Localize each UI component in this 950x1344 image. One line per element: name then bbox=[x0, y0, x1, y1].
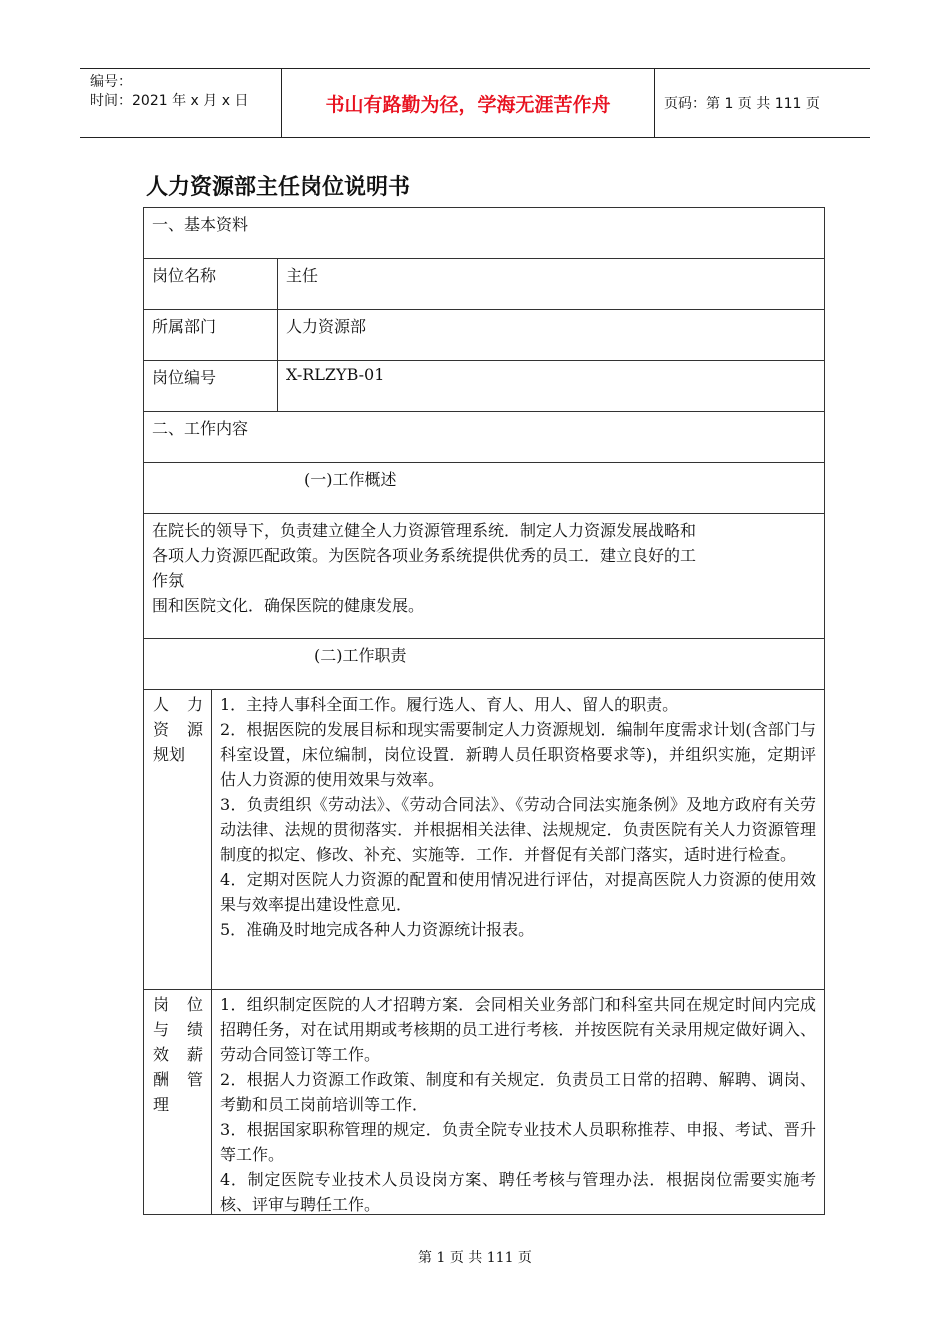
section-work-content: 二、工作内容 bbox=[144, 412, 824, 463]
duty-item: 3．根据国家职称管理的规定．负责全院专业技术人员职称推荐、申报、考试、晋升等工作。 bbox=[220, 1120, 816, 1164]
duty-item: 1．主持人事科全面工作。履行选人、育人、用人、留人的职责。 bbox=[220, 695, 679, 714]
table-row bbox=[144, 361, 824, 412]
duty-group-label: 人 力 资 源 规划 bbox=[144, 690, 212, 989]
duty-item: 1．组织制定医院的人才招聘方案．会同相关业务部门和科室共同在规定时间内完成招聘任务，对在试用期或考核期的员工进行考核．并按医院有关录用规定做好调入、劳动合同签订等工作。 bbox=[220, 995, 816, 1064]
duty-group-label: 岗 位 与 绩 效 薪 酬 管 理 bbox=[144, 990, 212, 1214]
department-value: 人力资源部 bbox=[286, 317, 367, 336]
document-header bbox=[80, 68, 870, 138]
time-label: 时间：2021 年 x 月 x 日 bbox=[90, 93, 249, 109]
job-description-table bbox=[143, 207, 825, 1215]
overview-line: 作氛 bbox=[152, 571, 185, 590]
overview-line: 在院长的领导下，负责建立健全人力资源管理系统．制定人力资源发展战略和 bbox=[152, 521, 697, 540]
duty-item: 4．制定医院专业技术人员设岗方案、聘任考核与管理办法．根据岗位需要实施考核、评审与聘任工作。 bbox=[220, 1170, 816, 1214]
overview-paragraph bbox=[144, 514, 824, 639]
duty-item: 2．根据人力资源工作政策、制度和有关规定．负责员工日常的招聘、解聘、调岗、考勤和员工岗前培训等工作． bbox=[220, 1070, 816, 1114]
department-label: 所属部门 bbox=[144, 310, 278, 360]
section-basic-info: 一、基本资料 bbox=[144, 208, 824, 259]
duty-item: 3．负责组织《劳动法》、《劳动合同法》、《劳动合同法实施条例》及地方政府有关劳动法律、法规的贯彻落实．并根据相关法律、法规规定．负责医院有关人力资源管理制度的拟定、修改、补充、实施等．工作．并督促有关部门落实，适时进行检查。 bbox=[220, 795, 816, 864]
duty-group-hr-planning bbox=[144, 690, 824, 990]
duty-group-items bbox=[212, 690, 824, 942]
duty-group-post-performance bbox=[144, 990, 824, 1214]
post-name-label: 岗位名称 bbox=[144, 259, 278, 309]
post-code-label: 岗位编号 bbox=[144, 361, 278, 411]
duties-title: (二)工作职责 bbox=[144, 639, 824, 690]
table-row bbox=[144, 259, 824, 310]
header-meta bbox=[80, 69, 282, 137]
overview-line: 围和医院文化．确保医院的健康发展。 bbox=[152, 596, 425, 615]
duty-item: 5．准确及时地完成各种人力资源统计报表。 bbox=[220, 920, 535, 939]
duty-group-items bbox=[212, 990, 824, 1217]
post-code-value: X-RLZYB-01 bbox=[286, 365, 385, 384]
overview-line: 各项人力资源匹配政策。为医院各项业务系统提供优秀的员工．建立良好的工 bbox=[152, 546, 697, 565]
table-row bbox=[144, 310, 824, 361]
overview-title: (一)工作概述 bbox=[144, 463, 824, 514]
duty-item: 4．定期对医院人力资源的配置和使用情况进行评估，对提高医院人力资源的使用效果与效率提出建设性意见． bbox=[220, 870, 816, 914]
post-name-value: 主任 bbox=[286, 266, 319, 285]
header-slogan: 书山有路勤为径，学海无涯苦作舟 bbox=[282, 69, 655, 137]
header-page-code: 页码：第 1 页 共 111 页 bbox=[664, 96, 820, 112]
duty-item: 2．根据医院的发展目标和现实需要制定人力资源规划．编制年度需求计划(含部门与科室设置，床位编制，岗位设置．新聘人员任职资格要求等)，并组织实施，定期评估人力资源的使用效果与效率。 bbox=[220, 720, 816, 789]
page-footer: 第 1 页 共 111 页 bbox=[418, 1250, 532, 1266]
number-label: 编号： bbox=[90, 74, 132, 90]
document-title: 人力资源部主任岗位说明书 bbox=[146, 174, 411, 200]
